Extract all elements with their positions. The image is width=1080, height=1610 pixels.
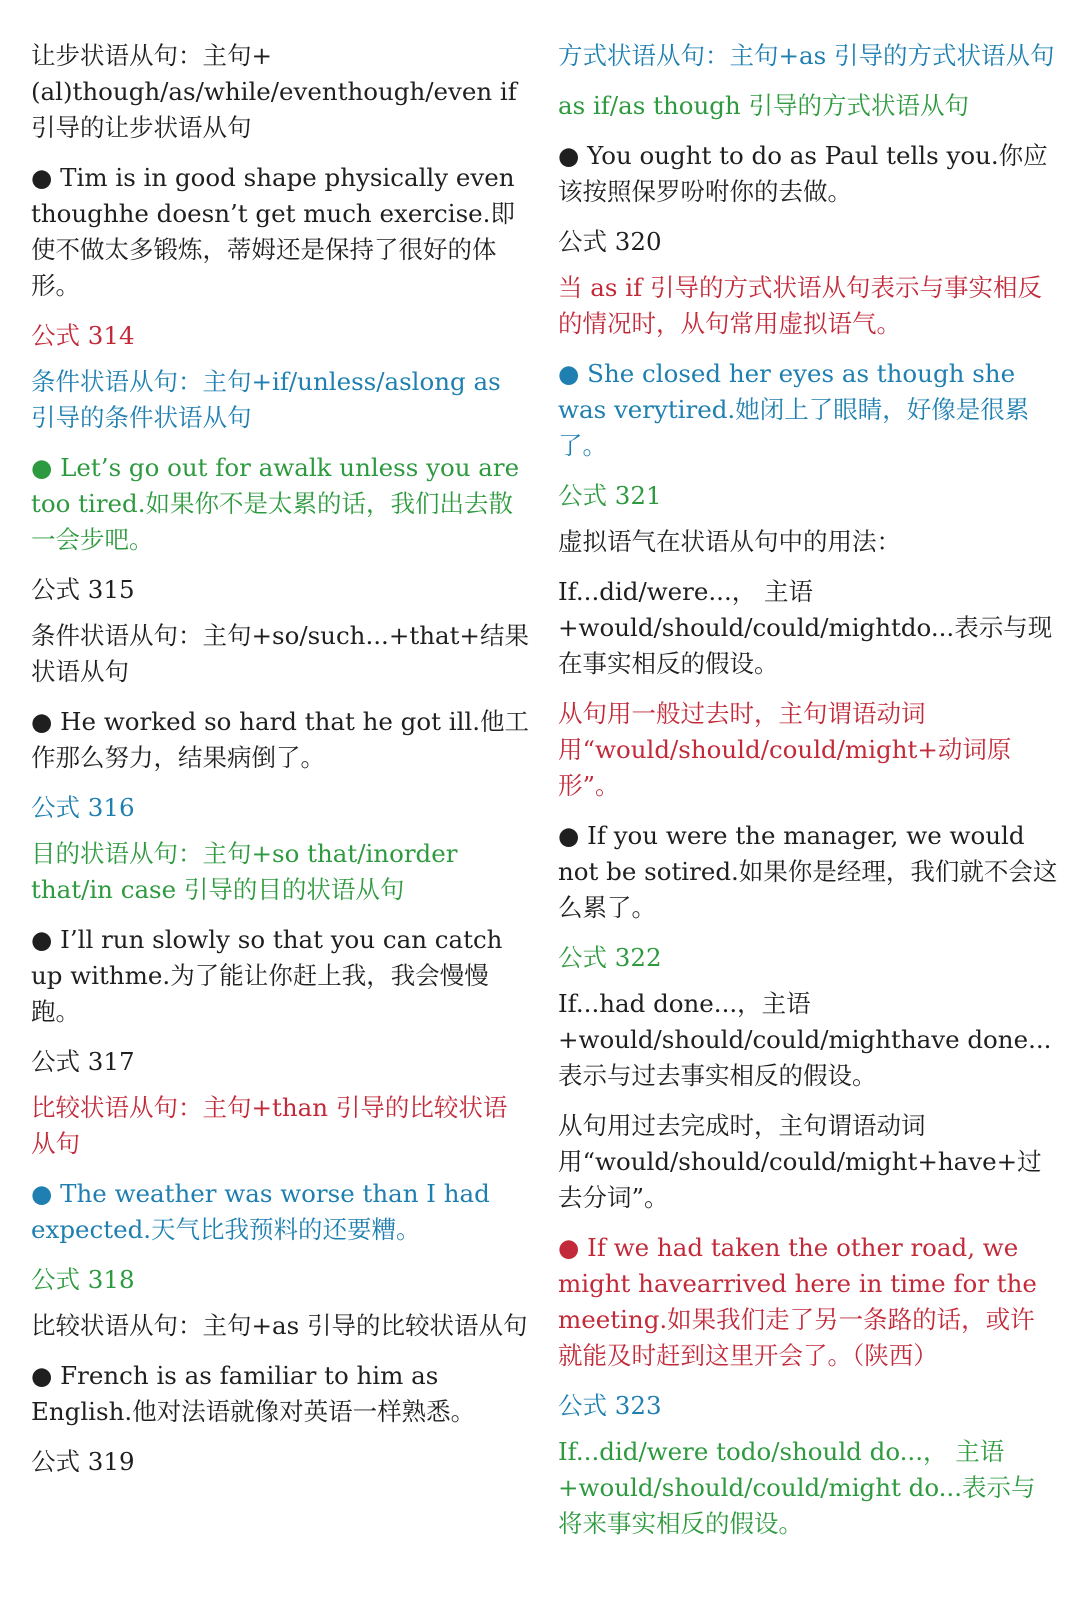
formula-heading: 公式 322 — [558, 943, 662, 972]
formula-heading: 公式 315 — [31, 575, 135, 604]
example-sentence: ● Tim is in good shape physically even thoughhe doesn’t get much exercise.即使不做太多锻炼，蒂姆还是保持了很好的体形。 — [31, 163, 515, 300]
example-sentence: ● If you were the manager, we would not be sotired.如果你是经理，我们就不会这么累了。 — [558, 821, 1058, 922]
example-sentence: ● She closed her eyes as though she was verytired.她闭上了眼睛，好像是很累了。 — [558, 359, 1030, 460]
manner-clause-rule: 方式状语从句：主句+as 引导的方式状语从句 — [558, 41, 1055, 70]
formula-heading: 公式 321 — [558, 481, 662, 510]
present-unreal-note: 从句用一般过去时，主句谓语动词用“would/should/could/might+动词原形”。 — [558, 699, 1012, 800]
subjunctive-usage-title: 虚拟语气在状语从句中的用法： — [558, 527, 901, 556]
formula-heading: 公式 319 — [31, 1447, 135, 1476]
formula-heading: 公式 316 — [31, 793, 135, 822]
past-unreal-note: 从句用过去完成时，主句谓语动词用“would/should/could/might+have+过去分词”。 — [558, 1111, 1042, 1212]
left-column — [31, 38, 531, 1490]
as-if-rule: as if/as though 引导的方式状语从句 — [558, 91, 969, 120]
formula-heading: 公式 317 — [31, 1047, 135, 1076]
concessive-clause-rule: 让步状语从句：主句+(al)though/as/while/eventhough/even if 引导的让步状语从句 — [31, 41, 517, 142]
right-column — [558, 38, 1058, 1556]
present-unreal-rule: If...did/were...， 主语+would/should/could/mightdo...表示与现在事实相反的假设。 — [558, 577, 1053, 678]
formula-heading: 公式 318 — [31, 1265, 135, 1294]
conditional-clause-rule: 条件状语从句：主句+if/unless/aslong as 引导的条件状语从句 — [31, 367, 501, 432]
example-sentence: ● The weather was worse than I had expected.天气比我预料的还要糟。 — [31, 1179, 490, 1244]
example-sentence: ● French is as familiar to him as English.他对法语就像对英语一样熟悉。 — [31, 1361, 476, 1426]
example-sentence: ● If we had taken the other road, we might havearrived here in time for the meeting.如果我们走了另一条路的话，或许就能及时赶到这里开会了。（陕西） — [558, 1233, 1037, 1370]
example-sentence: ● He worked so hard that he got ill.他工作那么努力，结果病倒了。 — [31, 707, 530, 772]
as-if-subjunctive-note: 当 as if 引导的方式状语从句表示与事实相反的情况时，从句常用虚拟语气。 — [558, 273, 1042, 338]
example-sentence: ● You ought to do as Paul tells you.你应该按照保罗吩咐你的去做。 — [558, 141, 1048, 206]
past-unreal-rule: If...had done...，主语+would/should/could/mighthave done...表示与过去事实相反的假设。 — [558, 989, 1052, 1090]
formula-heading: 公式 323 — [558, 1391, 662, 1420]
formula-heading: 公式 314 — [31, 321, 135, 350]
purpose-clause-rule: 目的状语从句：主句+so that/inorder that/in case 引导的目的状语从句 — [31, 839, 458, 904]
example-sentence: ● Let’s go out for awalk unless you are too tired.如果你不是太累的话，我们出去散一会步吧。 — [31, 453, 520, 554]
result-clause-rule: 条件状语从句：主句+so/such...+that+结果状语从句 — [31, 621, 529, 686]
future-unreal-rule: If...did/were todo/should do...， 主语+would/should/could/might do...表示与将来事实相反的假设。 — [558, 1437, 1036, 1538]
formula-heading: 公式 320 — [558, 227, 662, 256]
comparison-than-rule: 比较状语从句：主句+than 引导的比较状语从句 — [31, 1093, 508, 1158]
comparison-as-rule: 比较状语从句：主句+as 引导的比较状语从句 — [31, 1311, 528, 1340]
example-sentence: ● I’ll run slowly so that you can catch up withme.为了能让你赶上我，我会慢慢跑。 — [31, 925, 503, 1026]
